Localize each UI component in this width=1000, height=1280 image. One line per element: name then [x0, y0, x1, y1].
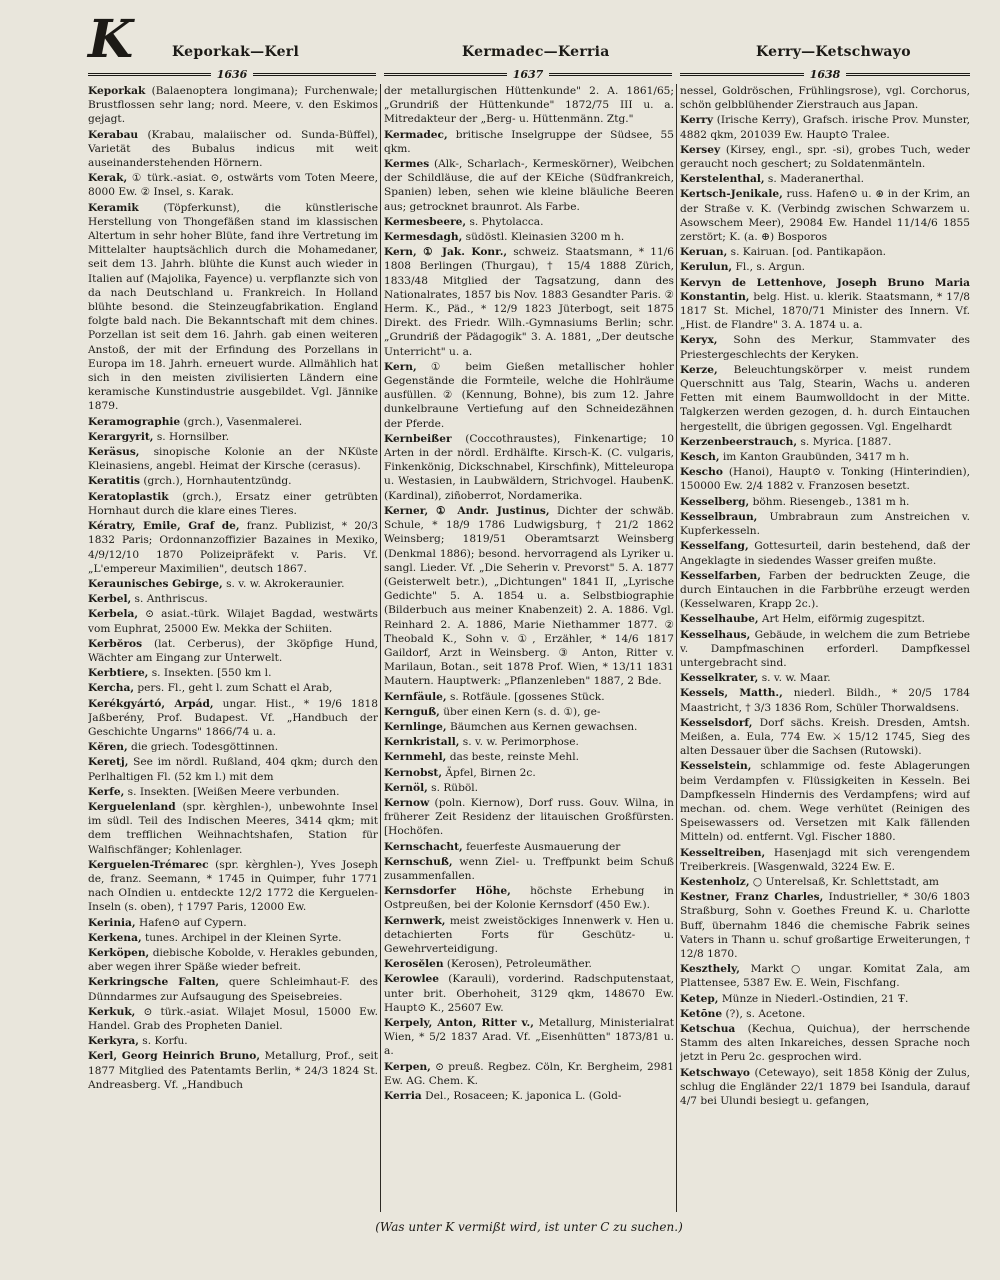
entry-headword: Kesselfang, — [680, 540, 749, 553]
entry-text: im Kanton Graubünden, 3417 m h. — [719, 451, 910, 464]
dictionary-entry — [384, 957, 674, 971]
entry-text: (Kechua, Quichua), der herrschende Stamm des alten Inkareiches, dessen Sprache noch jetzt in Peru 2c. gesprochen wird. — [680, 1023, 970, 1064]
dictionary-entry — [384, 1016, 674, 1059]
entry-headword: Kernbeißer — [384, 432, 452, 445]
entry-text: Fl., s. Argun. — [732, 261, 806, 274]
dictionary-entry — [88, 697, 378, 740]
entry-text: Hasenjagd mit sich verengendem Treiberkreis. [Wasgenwald, 3224 Ew. E. — [680, 846, 970, 873]
dictionary-entry — [384, 855, 674, 883]
dictionary-entry — [680, 962, 970, 990]
entry-text: (lat. Cerberus), der 3köpfige Hund, Wächter am Eingang zur Unterwelt. — [88, 637, 378, 664]
entry-text: s. Insekten. [550 km l. — [148, 667, 272, 680]
entry-text: s. Myrica. [1887. — [797, 435, 892, 448]
entry-text: (?), s. Acetone. — [722, 1007, 806, 1020]
entry-headword: Kerargyrit, — [88, 430, 154, 443]
dictionary-entry — [680, 363, 970, 434]
entry-headword: Kerguelenland — [88, 800, 176, 813]
entry-text: die griech. Todesgöttinnen. — [127, 741, 279, 754]
dictionary-entry — [680, 759, 970, 844]
entry-headword: Kernfäule, — [384, 690, 447, 703]
entry-headword: Keramik — [88, 201, 139, 214]
dictionary-entry — [384, 766, 674, 780]
entry-text: (spr. kèrghlen-), unbewohnte Insel im südl. Teil des Indischen Meeres, 3414 qkm; mit dem trefflichen Weihnachtshafen, Station für Walfischfänger; Kohlenlager. — [88, 800, 378, 856]
entry-headword: Kerinia, — [88, 916, 136, 929]
entry-text: (Irische Kerry), Grafsch. irische Prov. Munster, 4882 qkm, 201039 Ew. Haupt⊙ Tralee. — [680, 114, 970, 141]
dictionary-entry — [680, 510, 970, 538]
entry-headword: Kestner, Franz Charles, — [680, 891, 824, 904]
dictionary-entry — [680, 465, 970, 493]
dictionary-entry — [680, 846, 970, 874]
dictionary-entry — [384, 735, 674, 749]
dictionary-entry — [384, 215, 674, 229]
dictionary-entry — [88, 1049, 378, 1092]
entry-headword: Kératry, Emile, Graf de, — [88, 520, 240, 533]
entry-text: Metallurg, Prof., seit 1877 Mitglied des Patentamts Berlin, * 24/3 1824 St. Andreasberg. Vf. „Handbuch — [88, 1050, 378, 1091]
entry-headword: Kescho — [680, 466, 723, 479]
entry-headword: Kerner, ① Andr. Justinus, — [384, 504, 550, 517]
entry-text: pers. Fl., geht l. zum Schatt el Arab, — [134, 682, 333, 695]
dictionary-entry — [384, 796, 674, 839]
entry-headword: Kesselberg, — [680, 495, 750, 508]
entry-text: Industrieller, * 30/6 1803 Straßburg, Sohn v. Goethes Freund K. u. Charlotte Buff, übernahm 1846 die chemische Fabrik seines Vaters in Thann u. schuf großartige Erweiterungen, † 12/8 1870. — [680, 891, 970, 960]
page-number-row-right — [680, 66, 970, 82]
dictionary-entry — [680, 113, 970, 141]
dictionary-entry — [88, 740, 378, 754]
entry-text: s. Insekten. [Weißen Meere verbunden. — [124, 785, 340, 798]
entry-text: (grch.), Ersatz einer getrübten Hornhaut durch die klare eines Tieres. — [88, 490, 378, 517]
dictionary-entry — [384, 1060, 674, 1088]
entry-headword: Kerkringsche Falten, — [88, 976, 220, 989]
entry-text: s. v. w. Akrokeraunier. — [222, 577, 345, 590]
entry-text: ⊙ asiat.-türk. Wilajet Bagdad, westwärts vom Euphrat, 25000 Ew. Mekka der Schiiten. — [88, 608, 378, 635]
dictionary-entry — [88, 201, 378, 414]
dictionary-entry — [88, 946, 378, 974]
entry-headword: Kern, ① Jak. Konr., — [384, 246, 508, 259]
entry-headword: Kesselkrater, — [680, 672, 759, 685]
dictionary-entry — [680, 628, 970, 671]
dictionary-entry — [680, 1022, 970, 1065]
entry-text: über einen Kern (s. d. ①), ge- — [439, 705, 601, 718]
entry-headword: Kesseltreiben, — [680, 846, 766, 859]
dictionary-entry — [88, 755, 378, 783]
entry-text: (Balaenoptera longimana); Furchenwale; Brustflossen sehr lang; nord. Meere, v. den Eskimos gejagt. — [88, 85, 378, 126]
double-rule — [549, 73, 672, 76]
entry-headword: Kernöl, — [384, 781, 428, 794]
column-center — [384, 84, 674, 1218]
entry-headword: Kernow — [384, 796, 430, 809]
running-head-right: Kerry—Ketschwayo — [756, 44, 911, 60]
entry-text: quere Schleimhaut-F. des Dünndarmes zur Aufsaugung des Speisebreies. — [88, 976, 378, 1003]
entry-headword: Kercha, — [88, 682, 135, 695]
entry-text: (Cetewayo), seit 1858 König der Zulus, schlug die Engländer 22/1 1879 bei Isandula, darauf 4/7 bei Ulundi besiegt u. gefangen, — [680, 1066, 970, 1108]
dictionary-entry — [680, 686, 970, 714]
column-left — [88, 84, 378, 1218]
entry-headword: Kerkyra, — [88, 1035, 139, 1048]
entry-text: sinopische Kolonie an der NKüste Kleinasiens, angebl. Heimat der Kirsche (cerasus). — [88, 446, 378, 473]
dictionary-entry — [384, 128, 674, 156]
entry-headword: Kerköpen, — [88, 946, 150, 959]
entry-headword: Kernobst, — [384, 766, 443, 779]
entry-headword: Kestenholz, — [680, 875, 750, 888]
dictionary-entry — [384, 1089, 674, 1103]
page-number-row-left — [88, 66, 376, 82]
dictionary-entry — [384, 360, 674, 431]
entry-headword: Keretj, — [88, 756, 129, 769]
dictionary-entry — [680, 890, 970, 961]
entry-text: niederl. Bildh., * 20/5 1784 Maastricht, † 3/3 1836 Rom, Schüler Thorwaldsens. — [680, 687, 970, 714]
entry-text: (Kerosen), Petroleumäther. — [443, 958, 592, 971]
dictionary-entry — [384, 840, 674, 854]
entry-headword: Kermesbeere, — [384, 215, 467, 228]
entry-text: (spr. kèrghlen-), Yves Joseph de, franz. Seemann, * 1745 in Quimper, fuhr 1771 nach OIndien u. entdeckte 12/2 1772 die Kerguelen-Inseln (s. oben), † 1797 Paris, 12000 Ew. — [88, 858, 378, 914]
dictionary-entry — [680, 187, 970, 244]
entry-text: Umbrabraun zum Anstreichen v. Kupferkesseln. — [680, 510, 970, 538]
entry-text: schlammige od. feste Ablagerungen beim Verdampfen v. Flüssigkeiten in Kesseln. Bei Dampfkesseln Hindernis des Verdampfens; wird auf mechan. od. chem. Wege verhütet (Reinigen des Speisewassers od. Versetzen mit Kalk fällenden Mitteln) od. entfernt. Vgl. Fischer 1880. — [680, 760, 970, 844]
entry-headword: Kerry — [680, 114, 714, 127]
entry-headword: Kermes — [384, 158, 430, 171]
entry-headword: Kerstelenthal, — [680, 173, 765, 186]
entry-headword: Kerosĕlen — [384, 958, 444, 971]
entry-text: s. Korfu. — [138, 1035, 188, 1048]
entry-headword: Kerékgyártó, Arpád, — [88, 697, 214, 710]
entry-headword: Kersey — [680, 143, 721, 156]
dictionary-entry — [88, 1005, 378, 1033]
entry-headword: Kerguelen-Trémarec — [88, 858, 209, 871]
page-number-right: 1638 — [809, 67, 841, 81]
dictionary-entry — [88, 1034, 378, 1048]
entry-headword: Keruan, — [680, 246, 728, 259]
page-number-row-center — [384, 66, 672, 82]
entry-headword: Kerkuk, — [88, 1005, 136, 1018]
dictionary-entry — [680, 569, 970, 612]
dictionary-entry — [88, 800, 378, 857]
entry-headword: Kermadec, — [384, 128, 448, 141]
dictionary-entry — [384, 781, 674, 795]
entry-text: ungar. Hist., * 19/6 1818 Jaßberény, Prof. Budapest. Vf. „Handbuch der Geschichte Ungarns" 1866/74 u. a. — [88, 697, 378, 738]
entry-text: ○ Unterelsaß, Kr. Schlettstadt, am — [749, 875, 939, 888]
entry-text: Markt○ ungar. Komitat Zala, am Plattensee, 5387 Ew. E. Wein, Fischfang. — [680, 963, 970, 990]
entry-text: s. Maderanerthal. — [764, 173, 864, 186]
entry-text: britische Inselgruppe der Südsee, 55 qkm. — [384, 128, 674, 155]
running-head-center: Kermadec—Kerria — [462, 44, 610, 60]
entry-text: (Töpferkunst), die künstlerische Herstellung von Thongefäßen stand im klassischen Altertum in sehr hoher Blüte, fand ihre Vertretung im Mittelalter hauptsächlich durch die Mohamedaner, seit dem 13. Jahrh. blühte die Kunst auch wieder in Italien auf (Majolika, Fayence) u. verpflanzte sich von da nach Deutschland u. Frankreich. In Holland blühte besond. die Steinzeugfabrikation. England folgte bald nach. Die Bekanntschaft mit dem chines. Porzellan ist seit dem 16. Jahrh. gab einen weiteren Anstoß, der mit der Erfindung des Porzellans in Europa im 18. Jahrh. erneuert wurde. Allmählich hat sich in den meisten zivilisierten Ländern eine keramische Kunstindustrie ausgebildet. Vgl. Jännike 1879. — [88, 201, 378, 413]
dictionary-entry — [88, 84, 378, 127]
entry-text: russ. Hafen⊙ u. ⊛ in der Krim, an der Straße v. K. (Verbindg zwischen Schwarzem u. Asowschem Meer), 29084 Ew. Handel 11/14/6 1855 zerstört; K. (a. ⊕) Bosporos — [680, 188, 970, 244]
entry-headword: Kerbel, — [88, 593, 132, 606]
dictionary-entry — [384, 720, 674, 734]
entry-headword: Keratoplastik — [88, 490, 169, 503]
dictionary-entry — [680, 1007, 970, 1021]
entry-text: Münze in Niederl.-Ostindien, 21 Ŧ. — [718, 992, 909, 1005]
dictionary-entry — [88, 128, 378, 171]
dictionary-entry — [680, 450, 970, 464]
dictionary-entry — [384, 84, 674, 127]
entry-text: höchste Erhebung in Ostpreußen, bei der Kolonie Kernsdorf (450 Ew.). — [384, 885, 674, 912]
dictionary-entry — [680, 333, 970, 361]
dictionary-entry — [680, 84, 970, 112]
dictionary-entry — [88, 430, 378, 444]
entry-headword: Kerowlee — [384, 973, 439, 986]
entry-headword: Kernmehl, — [384, 751, 447, 764]
dictionary-entry — [88, 490, 378, 518]
column-right — [680, 84, 970, 1218]
dictionary-entry — [680, 495, 970, 509]
entry-text: (Kirsey, engl., spr. -si), grobes Tuch, weder geraucht noch geschert; zu Soldatenmänteln. — [680, 143, 970, 171]
dictionary-entry — [680, 612, 970, 626]
entry-headword: Keramographie — [88, 415, 181, 428]
dictionary-entry — [680, 992, 970, 1006]
entry-headword: Kernguß, — [384, 705, 440, 718]
section-letter: K — [88, 9, 134, 70]
entry-headword: Kernschuß, — [384, 855, 453, 868]
dictionary-entry — [680, 716, 970, 759]
entry-headword: Kerfe, — [88, 785, 125, 798]
entry-headword: Kerpen, — [384, 1060, 431, 1073]
entry-headword: Kerpely, Anton, Ritter v., — [384, 1017, 534, 1029]
column-divider — [380, 84, 381, 1212]
entry-text: Del., Rosaceen; K. japonica L. (Gold- — [421, 1090, 622, 1103]
entry-text: Dichter der schwäb. Schule, * 18/9 1786 Ludwigsburg, † 21/2 1862 Weinsberg; 1819/51 Oberamtsarzt Weinsberg (Denkmal 1886); besond. hervorragend als Lyriker u. sangl. Lieder. Vf. „Die Seherin v. Prevorst" 5. A. 1877 (Geisterwelt betr.), „Dichtungen" 1841 II, „Lyrische Gedichte" 5. A. 1854 u. a. Selbstbiographie (Bilderbuch aus meiner Knabenzeit) 2. A. 1886. Vgl. Reinhard 2. A. 1886, Marie Niethammer 1877. ② Theobald K., Sohn v. ①, Erzähler, * 14/6 1817 Gaildorf, Arzt in Weinsberg. ③ Anton, Ritter v. Marilaun, Botan., seit 1878 Prof. Wien, * 13/11 1831 Mautern. Hauptwerk: „Pflanzenleben" 1887, 2 Bde. — [384, 504, 674, 688]
entry-text: Bäumchen aus Kernen gewachsen. — [446, 720, 638, 733]
dictionary-entry — [88, 975, 378, 1003]
entry-text: tunes. Archipel in der Kleinen Syrte. — [141, 931, 342, 944]
entry-headword: Kernwerk, — [384, 914, 446, 927]
entry-text: s. v. w. Perimorphose. — [459, 736, 579, 749]
dictionary-entry — [88, 519, 378, 576]
dictionary-entry — [88, 445, 378, 473]
entry-text: s. Kairuan. [od. Pantikapäon. — [727, 246, 887, 259]
dictionary-entry — [384, 690, 674, 704]
page-number-left: 1636 — [216, 67, 248, 81]
entry-headword: Ketep, — [680, 992, 719, 1005]
dictionary-entry — [680, 1066, 970, 1109]
entry-text: belg. Hist. u. klerik. Staatsmann, * 17/8 1817 St. Michel, 1870/71 Minister des Innern. Vf. „Hist. de Flandre" 3. A. 1874 u. a. — [680, 290, 970, 332]
entry-text: meist zweistöckiges Innenwerk v. Hen u. detachierten Forts für Geschütz- u. Gewehrverteidigung. — [384, 914, 674, 955]
dictionary-entry — [680, 435, 970, 449]
entry-text: See im nördl. Rußland, 404 qkm; durch den Perlhaltigen Fl. (52 km l.) mit dem — [88, 756, 378, 783]
dictionary-entry — [680, 245, 970, 259]
entry-text: Beleuchtungskörper v. meist rundem Querschnitt aus Talg, Stearin, Wachs u. anderen Fetten mit einem Baumwolldocht in der Mitte. Talgkerzen werden gezogen, d. h. durch Eintauchen hergestellt, die übrigen gegossen. Vgl. Engelhardt — [680, 363, 970, 433]
entry-headword: Kesselsdorf, — [680, 716, 753, 729]
entry-text: böhm. Riesengeb., 1381 m h. — [749, 495, 910, 508]
entry-headword: Kesselhaus, — [680, 628, 751, 641]
entry-headword: Kesselhaube, — [680, 613, 759, 626]
dictionary-entry — [384, 750, 674, 764]
entry-headword: Kerak, — [88, 172, 128, 185]
double-rule — [88, 73, 211, 76]
dictionary-entry — [88, 415, 378, 429]
entry-text: Sohn des Merkur, Stammvater des Priestergeschlechts der Keryken. — [680, 334, 970, 361]
dictionary-entry — [88, 592, 378, 606]
page-number-center: 1637 — [512, 67, 544, 81]
entry-text: Dorf sächs. Kreish. Dresden, Amtsh. Meißen, a. Eula, 774 Ew. ⚔ 15/12 1745, Sieg des alten Dessauer über die Sachsen (Rutowski). — [680, 716, 970, 758]
dictionary-entry — [88, 637, 378, 665]
entry-headword: Kerzenbeerstrauch, — [680, 435, 798, 448]
column-divider — [676, 84, 677, 1212]
entry-headword: Ketschwayo — [680, 1066, 750, 1079]
entry-headword: Keryx, — [680, 334, 718, 347]
entry-text: Hafen⊙ auf Cypern. — [135, 916, 247, 929]
dictionary-entry — [88, 931, 378, 945]
double-rule — [253, 73, 376, 76]
entry-text: s. Hornsilber. — [153, 430, 230, 443]
entry-text: wenn Ziel- u. Treffpunkt beim Schuß zusammenfallen. — [384, 855, 674, 882]
dictionary-entry — [680, 875, 970, 889]
entry-headword: Keszthely, — [680, 963, 740, 976]
entry-text: der metallurgischen Hüttenkunde" 2. A. 1861/65; „Grundriß der Hüttenkunde" 1872/75 III u. a. Mitredakteur der „Berg- u. Hüttenmänn. Ztg." — [384, 85, 674, 126]
entry-headword: Kernlinge, — [384, 720, 447, 733]
dictionary-entry — [88, 785, 378, 799]
entry-text: ① türk.-asiat. ⊙, ostwärts vom Toten Meere, 8000 Ew. ② Insel, s. Karak. — [88, 172, 378, 199]
running-head-left: Keporkak—Kerl — [172, 44, 300, 60]
entry-headword: Kerze, — [680, 363, 718, 376]
entry-text: schweiz. Staatsmann, * 11/6 1808 Berlingen (Thurgau), † 15/4 1888 Zürich, 1833/48 Mitglied der Tagsatzung, dann des Nationalrates, 1857 bis Nov. 1883 Gesandter Paris. ② Herm. K., Päd., * 12/9 1823 Jüterbogt, seit 1875 Direkt. des Friedr. Wilh.-Gymnasiums Berlin; schr. „Grundriß der Pädagogik" 3. A. 1881, „Der deutsche Unterricht" u. a. — [384, 246, 674, 358]
entry-text: (grch.), Vasenmalerei. — [180, 415, 303, 428]
entry-headword: Kessels, Matth., — [680, 687, 783, 700]
entry-headword: Keporkak — [88, 85, 146, 97]
dictionary-entry — [384, 432, 674, 503]
entry-text: s. Rotfäule. [gossenes Stück. — [446, 690, 605, 703]
entry-headword: Kernsdorfer Höhe, — [384, 885, 511, 898]
dictionary-entry — [88, 474, 378, 488]
entry-text: Metallurg, Ministerialrat Wien, * 5/2 1837 Arad. Vf. „Eisenhütten" 1873/81 u. a. — [384, 1017, 674, 1058]
dictionary-entry — [680, 671, 970, 685]
entry-headword: Kernschacht, — [384, 840, 463, 853]
entry-text: ① beim Gießen metallischer hohler Gegenstände die Formteile, welche die Hohlräume ausfüllen. ② (Kennung, Bohne), bis zum 12. Jahre dunkelbraune Vertiefung auf den Schneidezähnen der Pferde. — [384, 360, 674, 430]
entry-headword: Kermesdagh, — [384, 231, 463, 244]
entry-headword: Kertsch-Jenikale, — [680, 188, 783, 201]
entry-text: das beste, reinste Mehl. — [446, 751, 579, 764]
entry-text: s. Phytolacca. — [466, 215, 544, 228]
footer-note: (Was unter K vermißt wird, ist unter C zu suchen.) — [375, 1220, 683, 1234]
entry-headword: Kerabau — [88, 128, 139, 141]
dictionary-entry — [384, 230, 674, 244]
dictionary-entry — [88, 666, 378, 680]
entry-text: Art Helm, eiförmig zugespitzt. — [758, 613, 926, 626]
dictionary-entry — [384, 914, 674, 957]
entry-headword: Kesselstein, — [680, 760, 752, 773]
entry-text: s. v. w. Maar. — [758, 672, 831, 685]
entry-text: s. Anthriscus. — [131, 593, 208, 606]
entry-text: (Hanoi), Haupt⊙ v. Tonking (Hinterindien), 150000 Ew. 2/4 1882 v. Franzosen besetzt. — [680, 466, 970, 493]
entry-text: (poln. Kiernow), Dorf russ. Gouv. Wilna, in früherer Zeit Residenz der litauischen Großfürsten. [Hochöfen. — [384, 796, 674, 838]
dictionary-entry — [680, 539, 970, 567]
entry-text: feuerfeste Ausmauerung der — [462, 840, 621, 853]
entry-headword: Ketschua — [680, 1023, 736, 1035]
entry-text: Gottesurteil, darin bestehend, daß der Angeklagte in siedendes Wasser greifen mußte. — [680, 540, 970, 567]
entry-headword: Kerl, Georg Heinrich Bruno, — [88, 1050, 261, 1063]
dictionary-entry — [384, 972, 674, 1015]
entry-text: (grch.), Hornhautentzündg. — [139, 475, 292, 488]
entry-text: (Krabau, malaiischer od. Sunda-Büffel), Varietät des Bubalus indicus mit weit auseinanderstehenden Hörnern. — [88, 128, 378, 170]
entry-headword: Kesselbraun, — [680, 510, 758, 523]
entry-headword: Kerbela, — [88, 608, 139, 621]
entry-headword: Ketōne — [680, 1007, 723, 1020]
entry-text: s. Rüböl. — [427, 781, 479, 794]
dictionary-entry — [88, 577, 378, 591]
dictionary-entry — [384, 884, 674, 912]
entry-text: südöstl. Kleinasien 3200 m h. — [462, 231, 625, 244]
dictionary-entry — [88, 858, 378, 915]
entry-text: ⊙ türk.-asiat. Wilajet Mosul, 15000 Ew. Handel. Grab des Propheten Daniel. — [88, 1005, 378, 1032]
entry-text: nessel, Goldröschen, Frühlingsrose), vgl. Corchorus, schön gelbblühender Zierstrauch aus Japan. — [680, 85, 970, 112]
entry-text: diebische Kobolde, v. Herakles gebunden, aber wegen ihrer Späße wieder befreit. — [88, 946, 378, 974]
dictionary-entry — [384, 157, 674, 214]
entry-text: ⊙ preuß. Regbez. Cöln, Kr. Bergheim, 2981 Ew. AG. Chem. K. — [384, 1060, 674, 1087]
entry-text: Farben der bedruckten Zeuge, die durch Eintauchen in die Farbbrühe erzeugt werden (Kesselwaren, Krapp 2c.). — [680, 569, 970, 611]
double-rule — [384, 73, 507, 76]
entry-text: Gebäude, in welchem die zum Betriebe v. Dampfmaschinen erforderl. Dampfkessel untergebracht sind. — [680, 628, 970, 669]
entry-headword: Kervyn de Lettenhove, Joseph Bruno Maria Konstantin, — [680, 276, 970, 303]
entry-headword: Kerbtiere, — [88, 667, 149, 680]
entry-headword: Keräsus, — [88, 446, 140, 459]
dictionary-entry — [88, 916, 378, 930]
entry-headword: Kerria — [384, 1090, 422, 1103]
entry-text: (Karauli), vorderind. Radschputenstaat, unter brit. Oberhoheit, 3129 qkm, 148670 Ew. Haupt⊙ K., 25607 Ew. — [384, 973, 674, 1014]
entry-headword: Kerulun, — [680, 261, 733, 274]
double-rule — [846, 73, 970, 76]
entry-headword: Keraunisches Gebirge, — [88, 577, 223, 590]
dictionary-entry — [680, 276, 970, 333]
dictionary-entry — [680, 143, 970, 171]
entry-headword: Kerkena, — [88, 931, 142, 944]
entry-text: (Alk-, Scharlach-, Kermeskörner), Weibchen der Schildläuse, die auf der KEiche (Südfrankreich, Spanien) leben, sehen wie kleine bläuliche Beeren aus; getrocknet braunrot. Als Farbe. — [384, 158, 674, 213]
dictionary-entry — [384, 504, 674, 689]
dictionary-entry — [384, 245, 674, 359]
entry-headword: Kernkristall, — [384, 736, 460, 749]
dictionary-entry — [88, 607, 378, 635]
dictionary-entry — [88, 171, 378, 199]
double-rule — [680, 73, 804, 76]
dictionary-entry — [88, 681, 378, 695]
entry-text: (Coccothraustes), Finkenartige; 10 Arten in der nördl. Erdhälfte. Kirsch-K. (C. vulgaris, Finkenkönig, Dickschnabel, Kirschfink), Mitteleuropa u. Westasien, in Laubwäldern, Strichvogel. HaubenK. (Kardinal), ziñoberrot, Nordamerika. — [384, 432, 674, 502]
entry-headword: Keratitis — [88, 475, 140, 488]
entry-headword: Kerbĕros — [88, 637, 143, 650]
entry-text: Äpfel, Birnen 2c. — [442, 766, 536, 779]
entry-text: franz. Publizist, * 20/3 1832 Paris; Ordonnanzoffizier Bazaines in Mexiko, 4/9/12/10 1870 Polizeipräfekt v. Paris. Vf. „L'empereur Maximilien", deutsch 1867. — [88, 520, 378, 575]
dictionary-entry — [680, 172, 970, 186]
dictionary-entry — [384, 705, 674, 719]
entry-headword: Kesch, — [680, 451, 720, 464]
entry-headword: Kern, — [384, 360, 417, 373]
dictionary-entry — [680, 260, 970, 274]
entry-headword: Kesselfarben, — [680, 569, 761, 582]
entry-headword: Kĕren, — [88, 741, 128, 754]
